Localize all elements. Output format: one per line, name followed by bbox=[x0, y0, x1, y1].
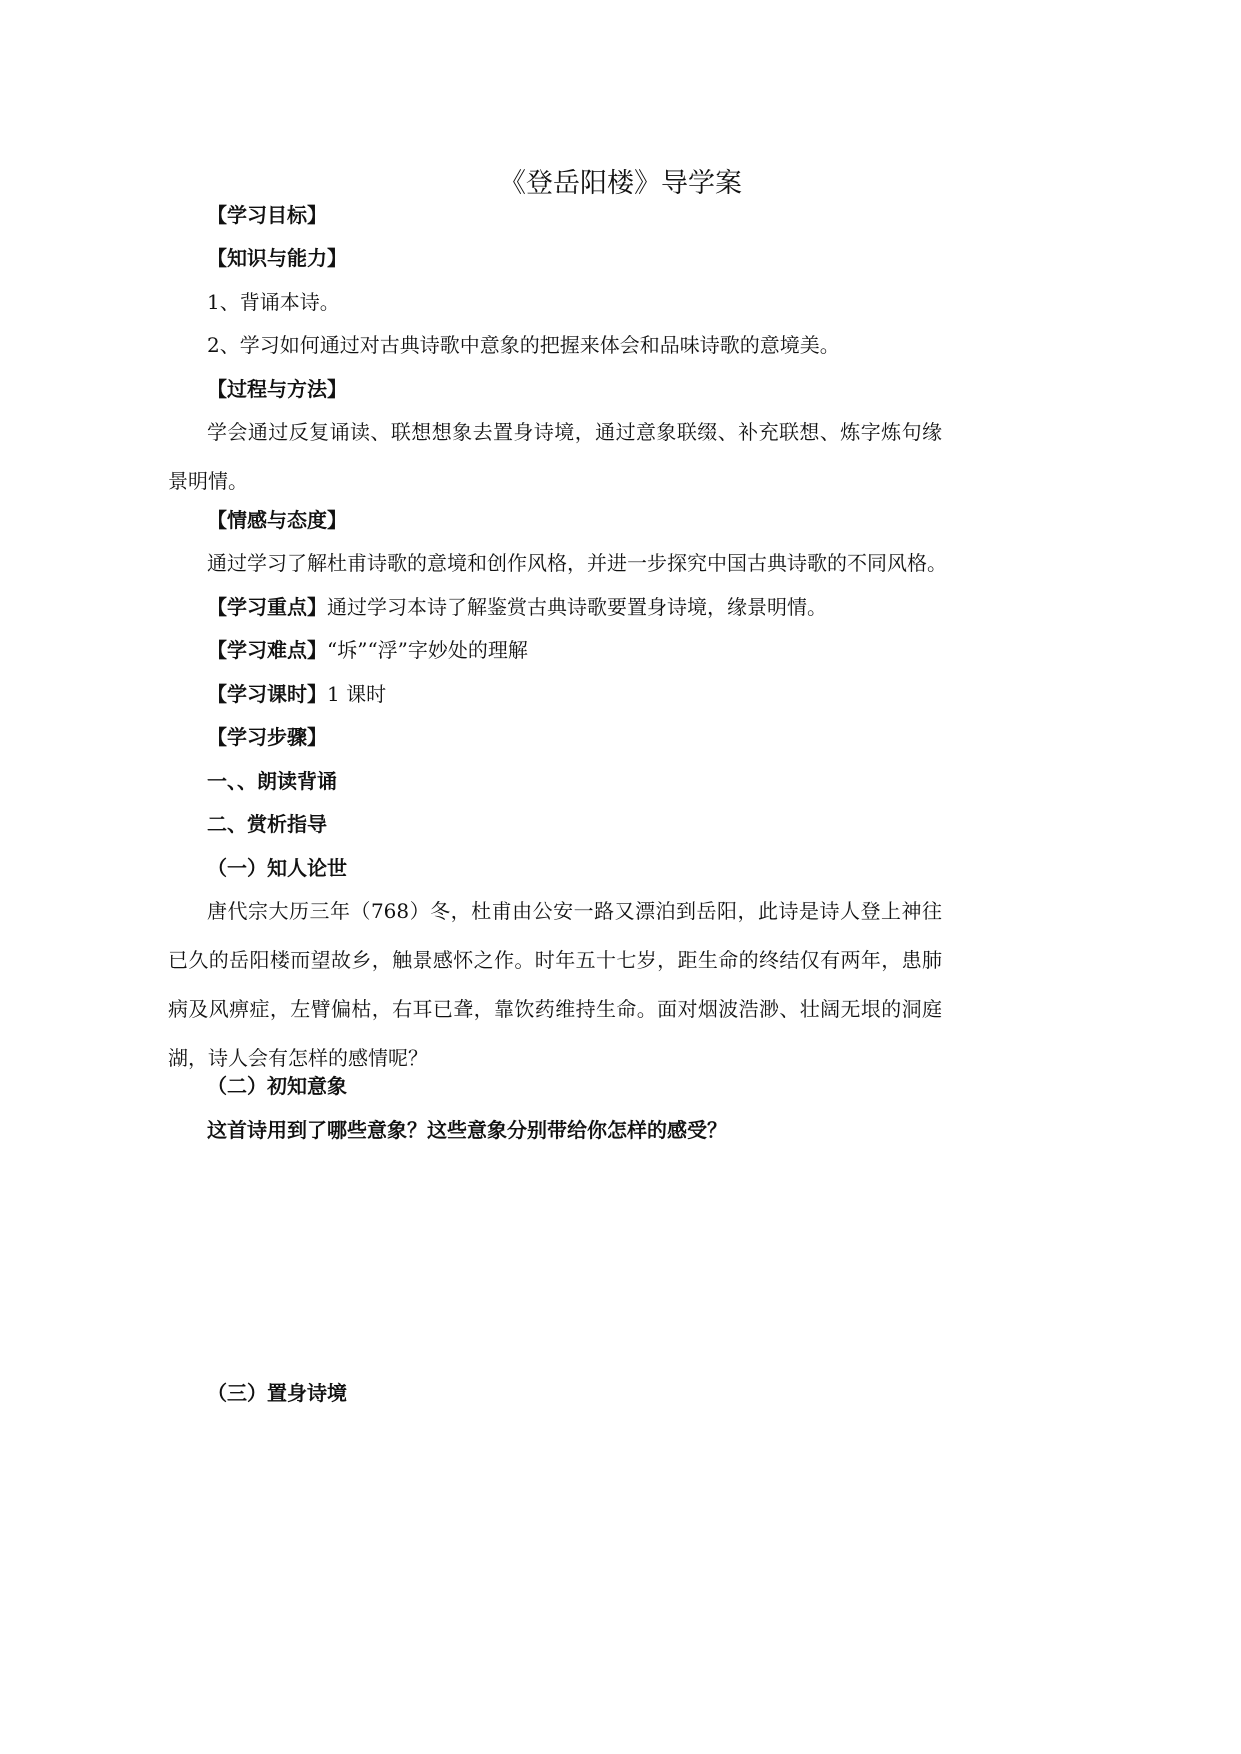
hours-text: 1 课时 bbox=[327, 682, 387, 706]
objectives-heading: 【学习目标】 bbox=[207, 203, 327, 227]
key-point-row bbox=[207, 593, 827, 621]
difficulty-text: “坼”“浮”字妙处的理解 bbox=[327, 638, 528, 662]
step-1-heading: 一、、朗读背诵 bbox=[207, 769, 337, 793]
process-heading: 【过程与方法】 bbox=[207, 377, 347, 401]
process-text: 学会通过反复诵读、联想想象去置身诗境，通过意象联缀、补充联想、炼字炼句缘景明情。 bbox=[168, 420, 942, 493]
difficulty-label: 【学习难点】 bbox=[207, 638, 327, 662]
hours-label: 【学习课时】 bbox=[207, 682, 327, 706]
key-point-label: 【学习重点】 bbox=[207, 595, 327, 619]
hours-row bbox=[207, 680, 386, 708]
emotion-heading: 【情感与态度】 bbox=[207, 508, 347, 532]
knowledge-item-2: 2、学习如何通过对古典诗歌中意象的把握来体会和品味诗歌的意境美。 bbox=[207, 333, 840, 357]
key-point-text: 通过学习本诗了解鉴赏古典诗歌要置身诗境，缘景明情。 bbox=[327, 595, 827, 619]
subsection-2-question: 这首诗用到了哪些意象？这些意象分别带给你怎样的感受？ bbox=[207, 1118, 727, 1142]
subsection-1-heading: （一）知人论世 bbox=[207, 856, 347, 880]
steps-heading: 【学习步骤】 bbox=[207, 725, 327, 749]
knowledge-heading: 【知识与能力】 bbox=[207, 246, 347, 270]
step-2-heading: 二、赏析指导 bbox=[207, 812, 327, 836]
document-title: 《登岳阳楼》导学案 bbox=[499, 168, 742, 199]
subsection-2-heading: （二）初知意象 bbox=[207, 1074, 347, 1098]
difficulty-row bbox=[207, 636, 528, 664]
subsection-3-heading: （三）置身诗境 bbox=[207, 1381, 347, 1405]
subsection-1-text: 唐代宗大历三年（768）冬，杜甫由公安一路又漂泊到岳阳，此诗是诗人登上神往已久的岳阳楼而望故乡，触景感怀之作。时年五十七岁，距生命的终结仅有两年，患肺病及风痹症，左臂偏枯，右耳已聋，靠饮药维持生命。面对烟波浩渺、壮阔无垠的洞庭湖，诗人会有怎样的感情呢？ bbox=[168, 899, 942, 1070]
knowledge-item-1: 1、背诵本诗。 bbox=[207, 290, 340, 314]
emotion-text: 通过学习了解杜甫诗歌的意境和创作风格，并进一步探究中国古典诗歌的不同风格。 bbox=[207, 551, 947, 575]
